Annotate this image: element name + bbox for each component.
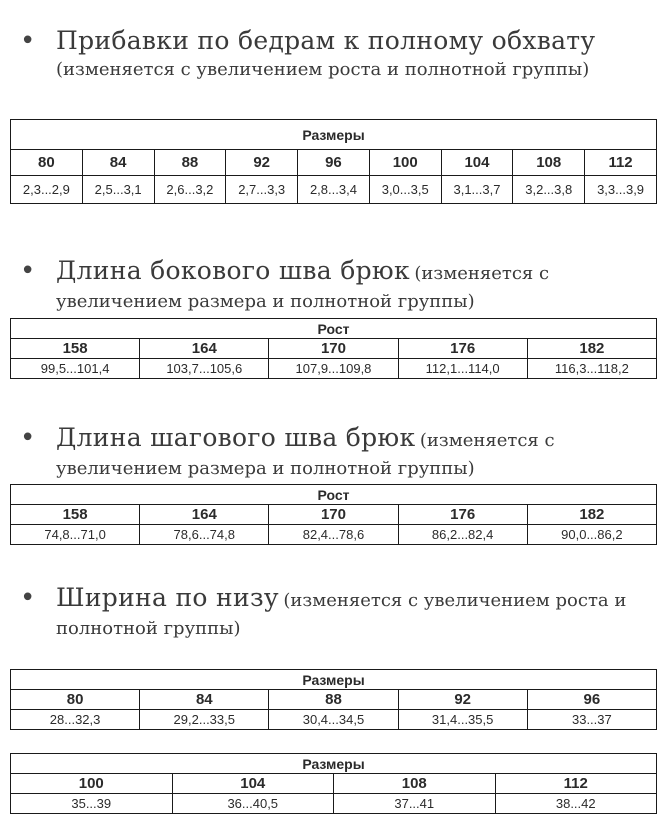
section-hem-width bbox=[0, 583, 669, 643]
table-value-cell: 30,4...34,5 bbox=[269, 710, 398, 730]
section-title: Длина бокового шва брюк bbox=[56, 256, 410, 285]
table-value-cell: 86,2...82,4 bbox=[398, 525, 527, 545]
table-header-cell: 88 bbox=[154, 150, 226, 176]
table-header-cell: 84 bbox=[82, 150, 154, 176]
table-value-cell: 107,9...109,8 bbox=[269, 359, 398, 379]
table-header-cell: 182 bbox=[527, 339, 656, 359]
section-side-seam-length bbox=[0, 256, 669, 316]
table-value-cell: 38...42 bbox=[495, 794, 657, 814]
table-header-cell: 96 bbox=[298, 150, 370, 176]
table-value-cell: 116,3...118,2 bbox=[527, 359, 656, 379]
section-title: Длина шагового шва брюк bbox=[56, 423, 416, 452]
table-value-cell: 2,3...2,9 bbox=[11, 176, 83, 204]
section-inseam-length bbox=[0, 423, 669, 483]
bullet-icon: • bbox=[20, 423, 36, 453]
bullet-icon: • bbox=[20, 583, 36, 613]
hip-allowance-table bbox=[10, 119, 657, 204]
table-caption: Рост bbox=[11, 485, 657, 505]
table-value-cell: 37...41 bbox=[334, 794, 496, 814]
table-header-cell: 158 bbox=[11, 339, 140, 359]
table-value-cell: 2,6...3,2 bbox=[154, 176, 226, 204]
table-header-cell: 80 bbox=[11, 690, 140, 710]
table-header-cell: 164 bbox=[140, 505, 269, 525]
table-header-cell: 88 bbox=[269, 690, 398, 710]
table-header-cell: 112 bbox=[585, 150, 657, 176]
table-caption: Рост bbox=[11, 319, 657, 339]
table-header-cell: 96 bbox=[527, 690, 656, 710]
table-header-cell: 182 bbox=[527, 505, 656, 525]
hem-width-table-2 bbox=[10, 753, 657, 814]
side-seam-table bbox=[10, 318, 657, 379]
section-subtitle-inline: (изменяется с bbox=[419, 430, 555, 451]
inseam-table bbox=[10, 484, 657, 545]
hem-width-table-1 bbox=[10, 669, 657, 730]
table-value-cell: 3,2...3,8 bbox=[513, 176, 585, 204]
table-header-cell: 104 bbox=[441, 150, 513, 176]
table-value-cell: 3,0...3,5 bbox=[369, 176, 441, 204]
section-hip-allowance bbox=[0, 26, 669, 84]
table-caption: Размеры bbox=[11, 120, 657, 150]
table-value-cell: 82,4...78,6 bbox=[269, 525, 398, 545]
table-value-cell: 2,8...3,4 bbox=[298, 176, 370, 204]
section-title: Прибавки по бедрам к полному обхвату bbox=[56, 26, 596, 55]
table-header-cell: 80 bbox=[11, 150, 83, 176]
table-header-cell: 100 bbox=[369, 150, 441, 176]
table-header-cell: 104 bbox=[172, 774, 334, 794]
table-header-cell: 92 bbox=[398, 690, 527, 710]
table-header-cell: 112 bbox=[495, 774, 657, 794]
section-subtitle: (изменяется с увеличением роста и полнотной группы) bbox=[56, 59, 590, 80]
table-header-cell: 164 bbox=[140, 339, 269, 359]
table-value-cell: 112,1...114,0 bbox=[398, 359, 527, 379]
table-value-cell: 99,5...101,4 bbox=[11, 359, 140, 379]
table-value-cell: 36...40,5 bbox=[172, 794, 334, 814]
table-header-cell: 176 bbox=[398, 339, 527, 359]
bullet-icon: • bbox=[20, 26, 36, 56]
table-caption: Размеры bbox=[11, 670, 657, 690]
table-value-cell: 74,8...71,0 bbox=[11, 525, 140, 545]
section-subtitle-inline: (изменяется с увеличением роста и bbox=[283, 590, 627, 611]
table-header-cell: 100 bbox=[11, 774, 173, 794]
table-header-cell: 158 bbox=[11, 505, 140, 525]
table-value-cell: 35...39 bbox=[11, 794, 173, 814]
table-value-cell: 103,7...105,6 bbox=[140, 359, 269, 379]
table-value-cell: 2,7...3,3 bbox=[226, 176, 298, 204]
bullet-icon: • bbox=[20, 256, 36, 286]
table-value-cell: 29,2...33,5 bbox=[140, 710, 269, 730]
section-subtitle: полнотной группы) bbox=[56, 618, 241, 639]
table-value-cell: 33...37 bbox=[527, 710, 656, 730]
table-header-cell: 170 bbox=[269, 339, 398, 359]
section-subtitle: увеличением размера и полнотной группы) bbox=[56, 458, 475, 479]
table-caption: Размеры bbox=[11, 754, 657, 774]
table-value-cell: 2,5...3,1 bbox=[82, 176, 154, 204]
table-value-cell: 28...32,3 bbox=[11, 710, 140, 730]
table-header-cell: 108 bbox=[334, 774, 496, 794]
table-value-cell: 3,1...3,7 bbox=[441, 176, 513, 204]
section-subtitle-inline: (изменяется с bbox=[414, 263, 550, 284]
table-value-cell: 3,3...3,9 bbox=[585, 176, 657, 204]
table-header-cell: 84 bbox=[140, 690, 269, 710]
table-value-cell: 31,4...35,5 bbox=[398, 710, 527, 730]
table-header-cell: 170 bbox=[269, 505, 398, 525]
table-header-cell: 92 bbox=[226, 150, 298, 176]
table-value-cell: 78,6...74,8 bbox=[140, 525, 269, 545]
section-subtitle: увеличением размера и полнотной группы) bbox=[56, 291, 475, 312]
section-title: Ширина по низу bbox=[56, 583, 279, 612]
table-header-cell: 108 bbox=[513, 150, 585, 176]
table-value-cell: 90,0...86,2 bbox=[527, 525, 656, 545]
table-header-cell: 176 bbox=[398, 505, 527, 525]
